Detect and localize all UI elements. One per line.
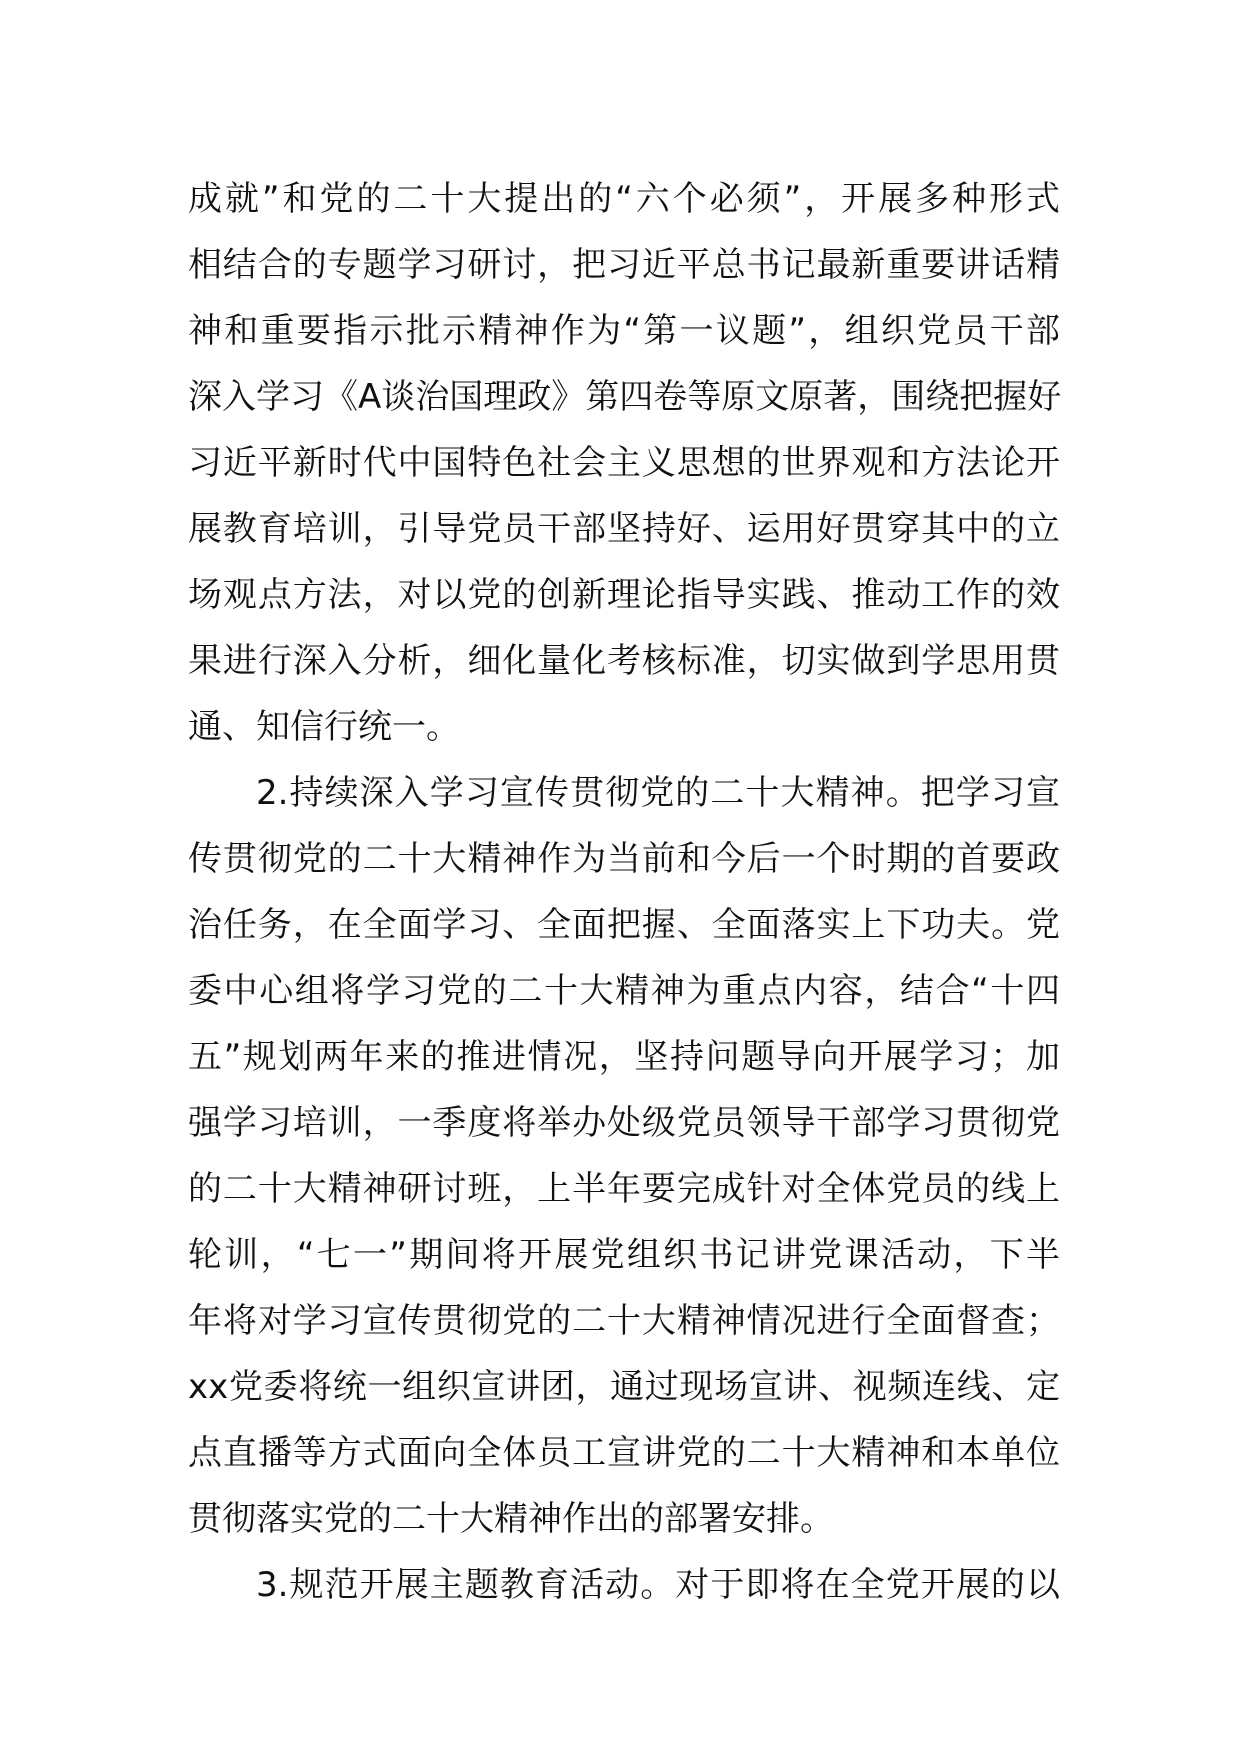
paragraph-2-line-10: xx党委将统一组织宣讲团，通过现场宣讲、视频连线、定 <box>188 1367 1060 1407</box>
paragraph-2-line-9: 年将对学习宣传贯彻党的二十大精神情况进行全面督查； <box>188 1301 1060 1341</box>
paragraph-1-line-2: 相结合的专题学习研讨，把习近平总书记最新重要讲话精 <box>188 245 1060 285</box>
paragraph-2-line-2: 传贯彻党的二十大精神作为当前和今后一个时期的首要政 <box>188 839 1060 879</box>
paragraph-2-line-11: 点直播等方式面向全体员工宣讲党的二十大精神和本单位 <box>188 1433 1060 1473</box>
paragraph-1-line-5: 习近平新时代中国特色社会主义思想的世界观和方法论开 <box>188 443 1060 483</box>
paragraph-1-line-3: 神和重要指示批示精神作为“第一议题”，组织党员干部 <box>188 311 1060 351</box>
paragraph-1-line-6: 展教育培训，引导党员干部坚持好、运用好贯穿其中的立 <box>188 509 1060 549</box>
paragraph-1-line-1: 成就”和党的二十大提出的“六个必须”，开展多种形式 <box>188 179 1060 219</box>
paragraph-1-line-4: 深入学习《A谈治国理政》第四卷等原文原著，围绕把握好 <box>188 377 1062 417</box>
paragraph-2-line-4: 委中心组将学习党的二十大精神为重点内容，结合“十四 <box>188 971 1060 1011</box>
paragraph-2-line-5: 五”规划两年来的推进情况，坚持问题导向开展学习；加 <box>188 1037 1060 1077</box>
paragraph-2-line-12: 贯彻落实党的二十大精神作出的部署安排。 <box>188 1499 834 1539</box>
paragraph-2-line-3: 治任务，在全面学习、全面把握、全面落实上下功夫。党 <box>188 905 1060 945</box>
paragraph-1-line-7: 场观点方法，对以党的创新理论指导实践、推动工作的效 <box>188 575 1060 615</box>
paragraph-3-line-1: 3.规范开展主题教育活动。对于即将在全党开展的以 <box>256 1565 1060 1605</box>
paragraph-2-line-8: 轮训，“七一”期间将开展党组织书记讲党课活动，下半 <box>188 1235 1060 1275</box>
paragraph-1-line-8: 果进行深入分析，细化量化考核标准，切实做到学思用贯 <box>188 641 1060 681</box>
paragraph-2-line-6: 强学习培训，一季度将举办处级党员领导干部学习贯彻党 <box>188 1103 1060 1143</box>
document-body <box>188 166 1060 1618</box>
paragraph-1-line-9: 通、知信行统一。 <box>188 707 460 747</box>
paragraph-2-line-1: 2.持续深入学习宣传贯彻党的二十大精神。把学习宣 <box>256 773 1060 813</box>
paragraph-2-line-7: 的二十大精神研讨班，上半年要完成针对全体党员的线上 <box>188 1169 1060 1209</box>
